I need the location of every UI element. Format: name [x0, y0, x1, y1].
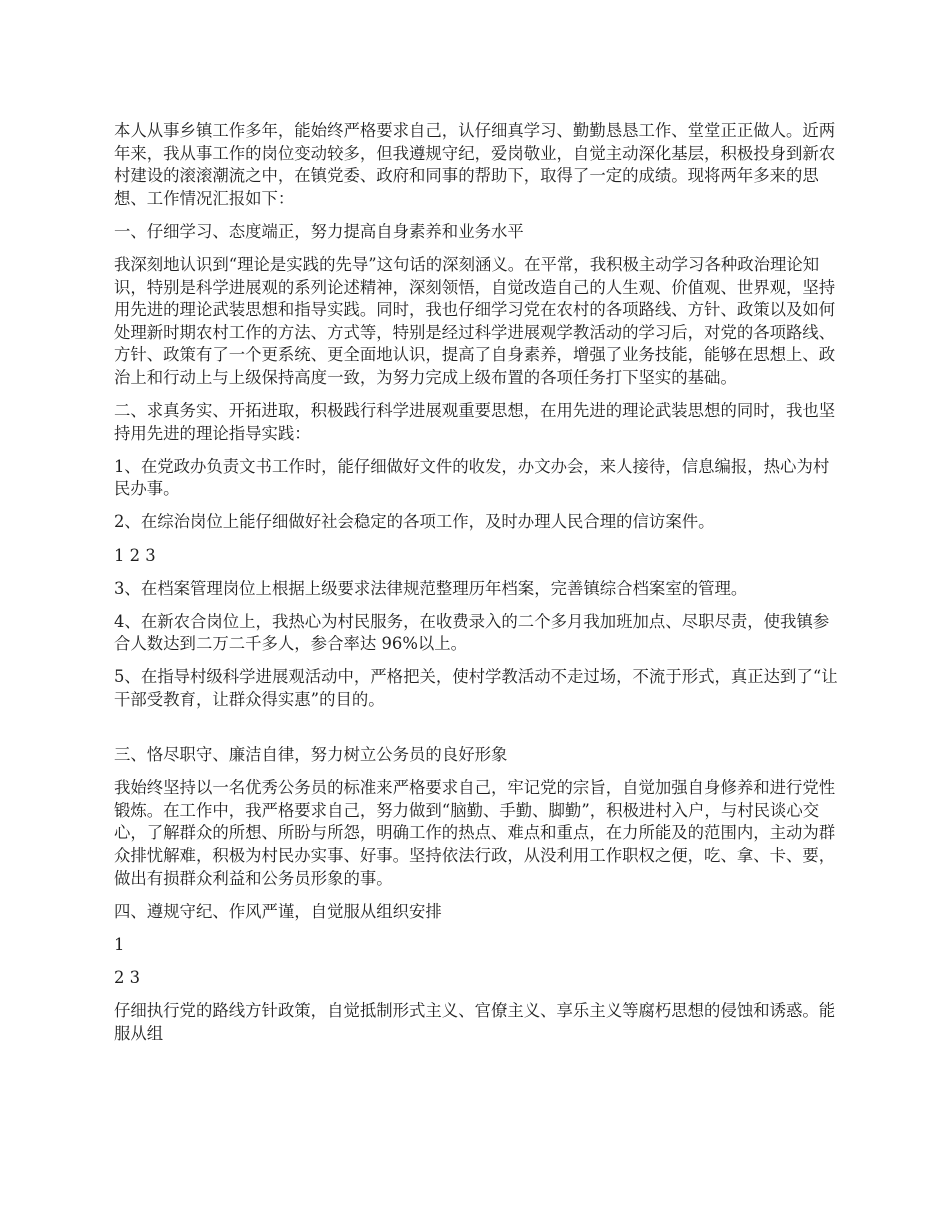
- section-heading-4: 四、遵规守纪、作风严谨，自觉服从组织安排: [114, 901, 442, 921]
- list-item-1: 1、在党政办负责文书工作时，能仔细做好文件的收发，办文办会，来人接待，信息编报，热心为村民办事。: [114, 456, 830, 499]
- page-number-marker: 1 2 3: [114, 545, 156, 565]
- section-heading-3: 三、恪尽职守、廉洁自律，努力树立公务员的良好形象: [114, 745, 508, 765]
- section-1-paragraph: 我深刻地认识到“理论是实践的先导”这句话的深刻涵义。在平常，我积极主动学习各种政治理论知识，特别是科学进展观的系列论述精神，深刻领悟，自觉改造自己的人生观、价值观、世界观，坚持用先进的理论武装思想和指导实践。同时，我也仔细学习党在农村的各项路线、方针、政策以及如何处理新时期农村工作的方法、方式等，特别是经过科学进展观学教活动的学习后，对党的各项路线、方针、政策有了一个更系统、更全面地认识，提高了自身素养，增强了业务技能，能够在思想上、政治上和行动上与上级保持高度一致，为努力完成上级布置的各项任务打下坚实的基础。: [114, 254, 836, 387]
- document-body: [114, 120, 840, 1056]
- list-item-3: 3、在档案管理岗位上根据上级要求法律规范整理历年档案，完善镇综合档案室的管理。: [114, 578, 748, 598]
- page-number-marker: 2 3: [114, 967, 141, 987]
- list-item-5: 5、在指导村级科学进展观活动中，严格把关，使村学教活动不走过场，不流于形式，真正达到了“让干部受教育，让群众得实惠”的目的。: [114, 667, 838, 709]
- intro-paragraph: 本人从事乡镇工作多年，能始终严格要求自己，认仔细真学习、勤勤恳恳工作、堂堂正正做人。近两年来，我从事工作的岗位变动较多，但我遵规守纪，爱岗敬业，自觉主动深化基层，积极投身到新农村建设的滚滚潮流之中，在镇党委、政府和同事的帮助下，取得了一定的成绩。现将两年多来的思想、工作情况汇报如下：: [114, 121, 836, 208]
- list-item-2: 2、在综治岗位上能仔细做好社会稳定的各项工作，及时办理人民合理的信访案件。: [114, 512, 715, 532]
- list-item-4: 4、在新农合岗位上，我热心为村民服务，在收费录入的二个多月我加班加点、尽职尽责，使我镇参合人数达到二万二千多人，参合率达 96%以上。: [114, 611, 830, 654]
- section-heading-2: 二、求真务实、开拓进取，积极践行科学进展观重要思想，在用先进的理论武装思想的同时，我也坚持用先进的理论指导实践：: [114, 401, 836, 443]
- blank-spacer: [114, 722, 840, 744]
- section-4-paragraph: 仔细执行党的路线方针政策，自觉抵制形式主义、官僚主义、享乐主义等腐朽思想的侵蚀和诱惑。能服从组: [114, 1000, 836, 1043]
- section-heading-1: 一、仔细学习、态度端正，努力提高自身素养和业务水平: [114, 221, 524, 241]
- page-number-marker: 1: [114, 934, 125, 954]
- section-3-paragraph: 我始终坚持以一名优秀公务员的标准来严格要求自己，牢记党的宗旨，自觉加强自身修养和进行党性锻炼。在工作中，我严格要求自己，努力做到“脑勤、手勤、脚勤”，积极进村入户，与村民谈心交心，了解群众的所想、所盼与所怨，明确工作的热点、难点和重点，在力所能及的范围内，主动为群众排忧解难，积极为村民办实事、好事。坚持依法行政，从没利用工作职权之便，吃、拿、卡、要，做出有损群众利益和公务员形象的事。: [114, 778, 836, 888]
